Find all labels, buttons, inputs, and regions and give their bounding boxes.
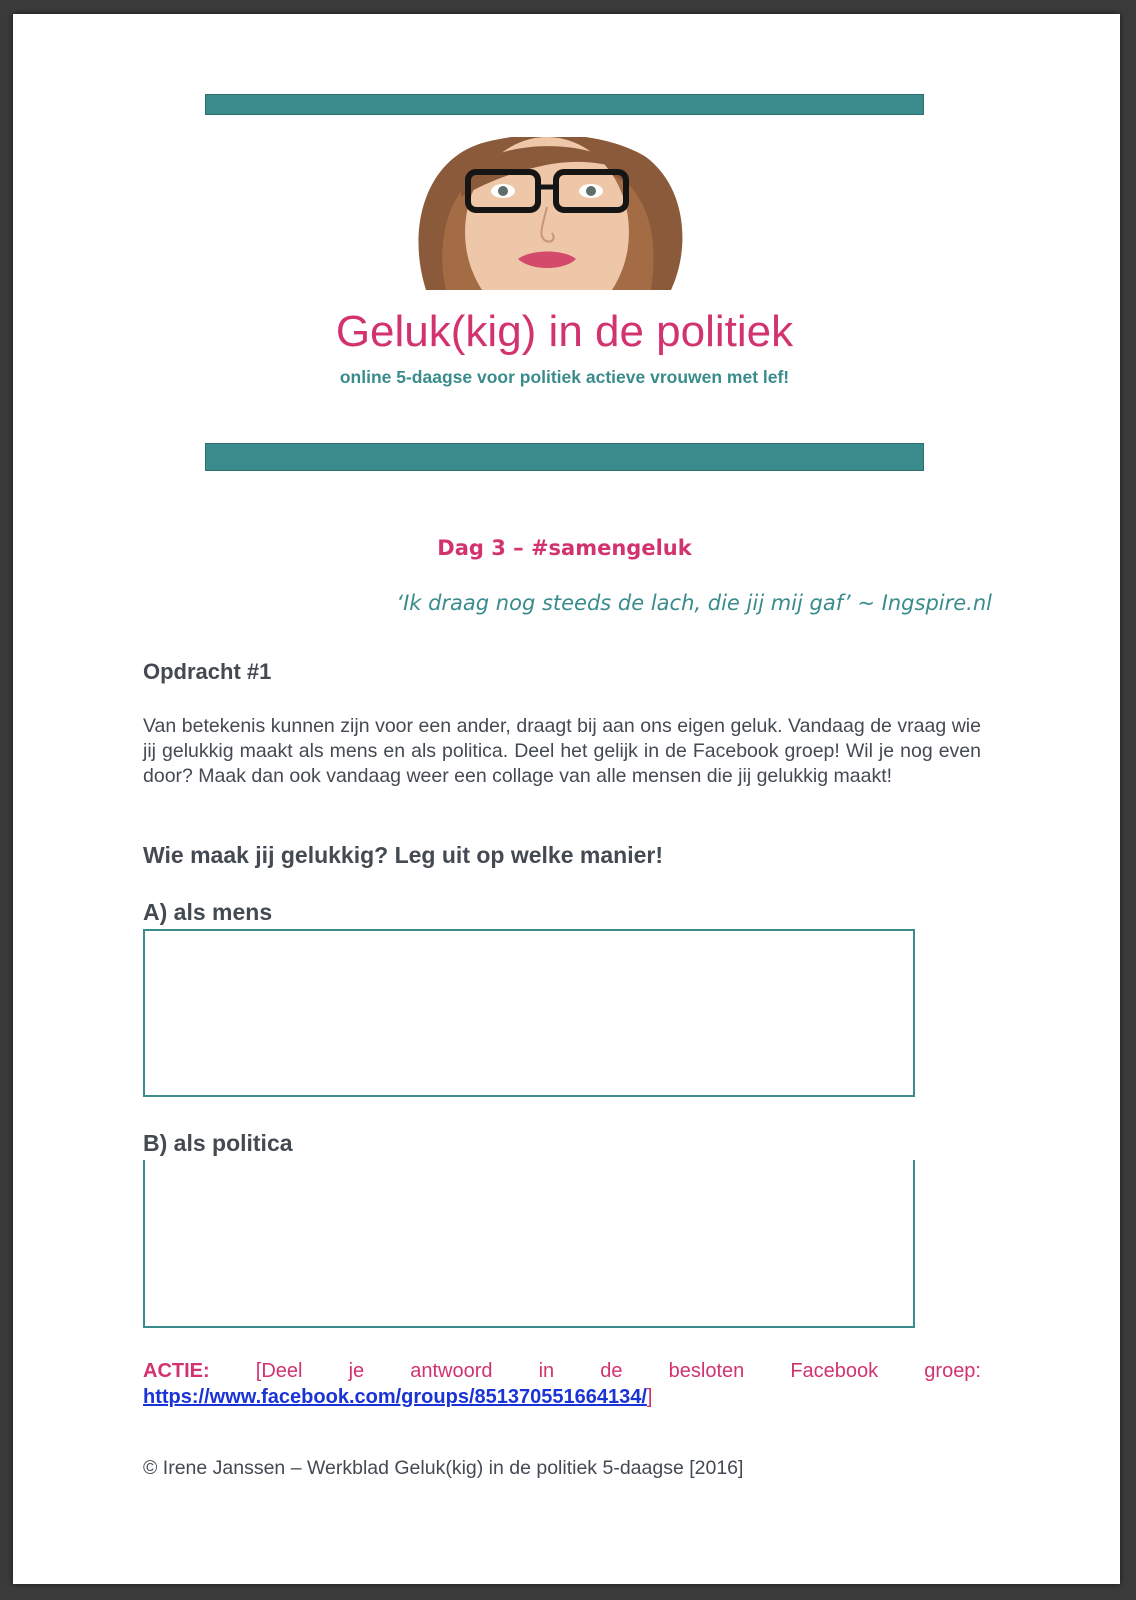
action-word: in (538, 1360, 555, 1382)
day-title: Dag 3 – #samengeluk (437, 536, 692, 560)
answer-b-box[interactable] (143, 1160, 915, 1328)
assignment-heading: Opdracht #1 (143, 659, 272, 684)
action-word: Facebook (790, 1360, 879, 1382)
action-label: ACTIE: (143, 1360, 210, 1382)
action-block (143, 1358, 981, 1410)
header-top-bar (205, 94, 924, 115)
action-word: groep: (924, 1360, 981, 1382)
header-bottom-bar (205, 443, 924, 471)
action-link-row (143, 1384, 981, 1410)
portrait-photo (406, 137, 689, 290)
logo-subtitle: online 5-daagse voor politiek actieve vrouwen met lef! (339, 367, 790, 387)
action-word: antwoord (410, 1360, 493, 1382)
action-word: [Deel (255, 1360, 303, 1382)
answer-a-box[interactable] (143, 929, 915, 1097)
answer-b-label: B) als politica (143, 1130, 293, 1156)
footer-copyright: © Irene Janssen – Werkblad Geluk(kig) in de politiek 5-daagse [2016] (143, 1457, 744, 1479)
action-word: besloten (668, 1360, 745, 1382)
facebook-group-link[interactable]: https://www.facebook.com/groups/851370551664134/ (143, 1386, 647, 1408)
action-word: de (600, 1360, 623, 1382)
assignment-question: Wie maak jij gelukkig? Leg uit op welke manier! (143, 842, 663, 868)
answer-a-label: A) als mens (143, 899, 273, 925)
action-word: je (348, 1360, 365, 1382)
document-page (13, 14, 1120, 1584)
action-close-bracket: ] (646, 1386, 653, 1408)
action-row (143, 1358, 981, 1384)
logo-title: Geluk(kig) in de politiek (335, 307, 794, 356)
quote: ‘Ik draag nog steeds de lach, die jij mij gaf’ ~ Ingspire.nl (396, 591, 992, 615)
assignment-intro: Van betekenis kunnen zijn voor een ander, draagt bij aan ons eigen geluk. Vandaag de vraag wie jij gelukkig maakt als mens en als politica. Deel het gelijk in de Facebook groep! Wil je nog even door? Maak dan ook vandaag weer een collage van alle mensen die jij gelukkig maakt! (143, 715, 981, 787)
